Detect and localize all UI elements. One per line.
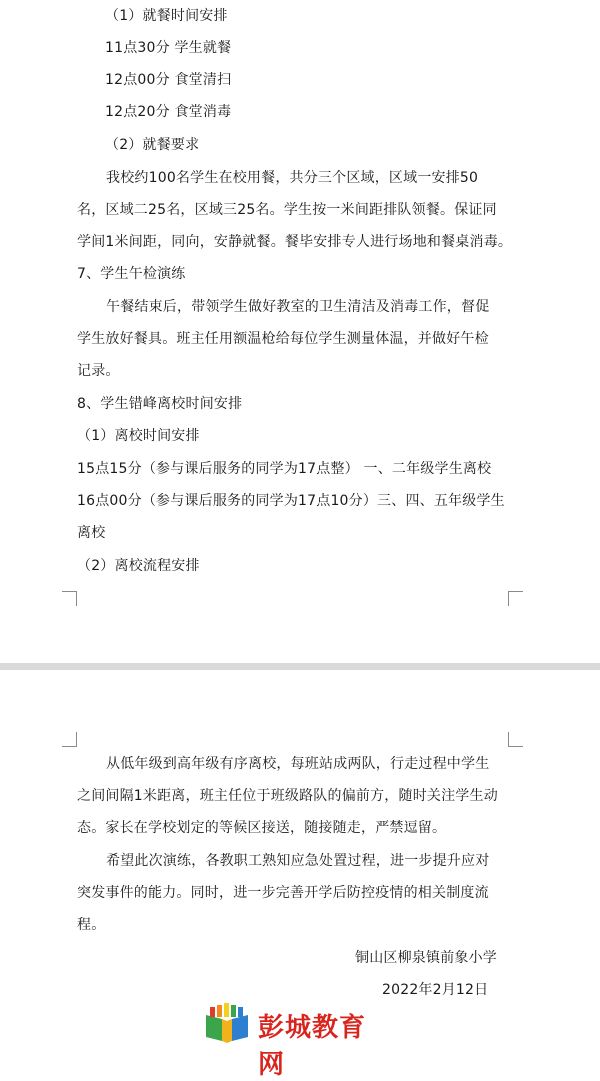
watermark-logo <box>200 1003 390 1080</box>
text-line: 11点30分 学生就餐 <box>105 40 232 56</box>
text-line: （1）就餐时间安排 <box>105 8 228 24</box>
text-line: （1）离校时间安排 <box>77 428 200 444</box>
page-separator <box>0 663 600 670</box>
text-line: 15点15分（参与课后服务的同学为17点整） 一、二年级学生离校 <box>77 461 492 477</box>
text-line: 记录。 <box>77 363 120 379</box>
signature-date: 2022年2月12日 <box>382 982 489 998</box>
text-line: 之间间隔1米距离，班主任位于班级路队的偏前方，随时关注学生动 <box>77 788 498 804</box>
signature-school: 铜山区柳泉镇前象小学 <box>355 950 497 966</box>
text-line: 12点20分 食堂消毒 <box>105 104 232 120</box>
margin-corner-mark <box>508 591 523 606</box>
text-line: （2）就餐要求 <box>105 137 200 153</box>
section-heading: 7、学生午检演练 <box>77 266 186 282</box>
text-line: 希望此次演练，各教职工熟知应急处置过程，进一步提升应对 <box>106 853 490 869</box>
text-line: 离校 <box>77 525 106 541</box>
text-line: （2）离校流程安排 <box>77 558 200 574</box>
text-line: 程。 <box>77 917 106 933</box>
watermark-text: 彭城教育网 <box>258 1013 367 1080</box>
margin-corner-mark <box>508 732 523 747</box>
text-line: 从低年级到高年级有序离校，每班站成两队，行走过程中学生 <box>106 756 490 772</box>
text-line: 名，区域二25名，区域三25名。学生按一米间距排队领餐。保证同 <box>77 202 497 218</box>
text-line: 态。家长在学校划定的等候区接送，随接随走，严禁逗留。 <box>77 820 447 836</box>
text-line: 我校约100名学生在校用餐，共分三个区域，区域一安排50 <box>106 170 479 186</box>
text-line: 突发事件的能力。同时，进一步完善开学后防控疫情的相关制度流 <box>77 885 489 901</box>
text-line: 16点00分（参与课后服务的同学为17点10分）三、四、五年级学生 <box>77 493 505 509</box>
margin-corner-mark <box>62 591 77 606</box>
text-line: 12点00分 食堂清扫 <box>105 72 232 88</box>
section-heading: 8、学生错峰离校时间安排 <box>77 396 243 412</box>
book-icon <box>200 1003 254 1047</box>
text-line: 学间1米间距，同向，安静就餐。餐毕安排专人进行场地和餐桌消毒。 <box>77 234 513 250</box>
margin-corner-mark <box>62 732 77 747</box>
text-line: 学生放好餐具。班主任用额温枪给每位学生测量体温，并做好午检 <box>77 331 489 347</box>
text-line: 午餐结束后，带领学生做好教室的卫生清洁及消毒工作，督促 <box>106 299 490 315</box>
